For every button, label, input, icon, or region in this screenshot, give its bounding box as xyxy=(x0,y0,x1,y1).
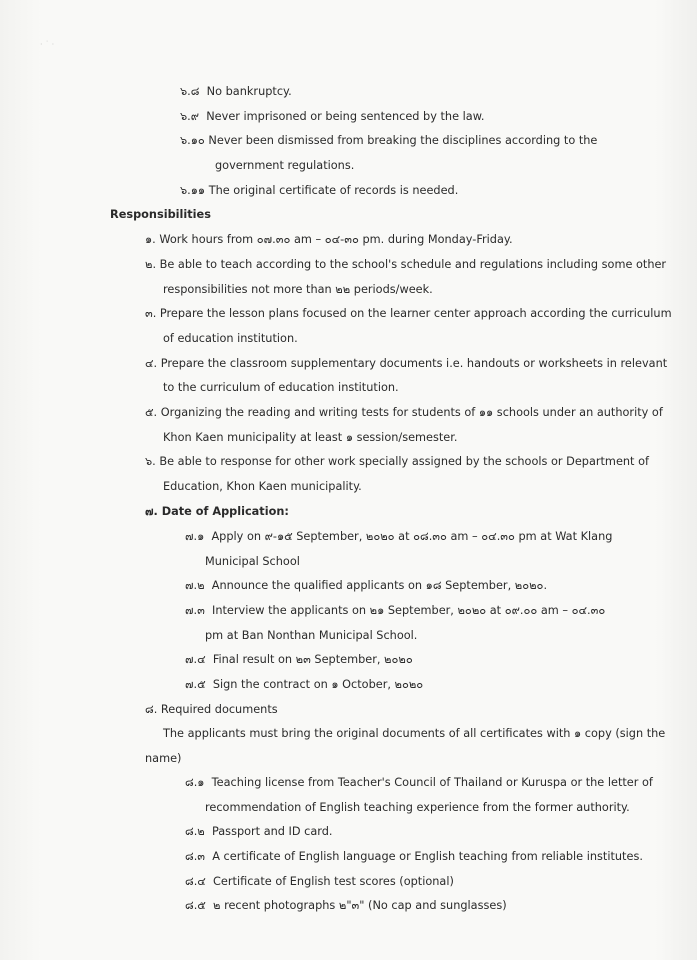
required-documents-intro-cont: name) xyxy=(145,752,182,765)
document-item: ๘.๑ Teaching license from Teacher's Council of Thailand or Kuruspa or the letter of xyxy=(185,776,653,789)
qualification-item: ๖.๑๑ The original certificate of records is needed. xyxy=(180,184,459,197)
date-item: ๗.๓ Interview the applicants on ๒๑ September, ๒๐๒๐ at ๐๙.๐๐ am – ๐๔.๓๐ xyxy=(185,604,606,617)
document-item: ๘.๕ ๒ recent photographs ๒"๓" (No cap and sunglasses) xyxy=(185,899,507,912)
responsibility-item-cont: Education, Khon Kaen municipality. xyxy=(163,480,362,493)
responsibilities-heading: Responsibilities xyxy=(110,208,211,221)
responsibility-item: ๒. Be able to teach according to the school's schedule and regulations including some other xyxy=(145,258,667,271)
date-of-application-heading: ๗. Date of Application: xyxy=(145,505,289,518)
qualification-item: ๖.๙ Never imprisoned or being sentenced by the law. xyxy=(180,110,485,123)
responsibility-item: ๔. Prepare the classroom supplementary documents i.e. handouts or worksheets in relevant xyxy=(145,357,668,370)
responsibility-item: ๑. Work hours from ๐๗.๓๐ am – ๐๔-๓๐ pm. during Monday-Friday. xyxy=(145,233,513,246)
required-documents-heading: ๘. Required documents xyxy=(145,703,278,716)
date-item: ๗.๒ Announce the qualified applicants on ๑๘ September, ๒๐๒๐. xyxy=(185,579,548,592)
qualification-item: ๖.๘ No bankruptcy. xyxy=(180,85,292,98)
responsibility-item-cont: responsibilities not more than ๒๒ periods/week. xyxy=(163,283,433,296)
date-item-cont: pm at Ban Nonthan Municipal School. xyxy=(205,629,418,642)
responsibility-item: ๕. Organizing the reading and writing tests for students of ๑๑ schools under an authority of xyxy=(145,406,663,419)
document-item: ๘.๔ Certificate of English test scores (optional) xyxy=(185,875,454,888)
document-item-cont: recommendation of English teaching experience from the former authority. xyxy=(205,801,630,814)
qualification-item-cont: government regulations. xyxy=(215,159,355,172)
responsibility-item-cont: to the curriculum of education institution. xyxy=(163,381,399,394)
responsibility-item-cont: of education institution. xyxy=(163,332,298,345)
qualification-item: ๖.๑๐ Never been dismissed from breaking the disciplines according to the xyxy=(180,134,598,147)
document-item: ๘.๓ A certificate of English language or English teaching from reliable institutes. xyxy=(185,850,643,863)
date-item: ๗.๑ Apply on ๙-๑๕ September, ๒๐๒๐ at ๐๘.๓๐ am – ๐๔.๓๐ pm at Wat Klang xyxy=(185,530,613,543)
responsibility-item-cont: Khon Kaen municipality at least ๑ session/semester. xyxy=(163,431,458,444)
scan-speck: · ˙ · xyxy=(40,40,55,49)
date-item: ๗.๕ Sign the contract on ๑ October, ๒๐๒๐ xyxy=(185,678,424,691)
document-item: ๘.๒ Passport and ID card. xyxy=(185,825,333,838)
responsibility-item: ๓. Prepare the lesson plans focused on the learner center approach according the curriculum xyxy=(145,307,672,320)
date-item-cont: Municipal School xyxy=(205,555,300,568)
responsibility-item: ๖. Be able to response for other work specially assigned by the schools or Department of xyxy=(145,455,649,468)
date-item: ๗.๔ Final result on ๒๓ September, ๒๐๒๐ xyxy=(185,653,413,666)
required-documents-intro: The applicants must bring the original documents of all certificates with ๑ copy (sign the xyxy=(163,727,666,740)
